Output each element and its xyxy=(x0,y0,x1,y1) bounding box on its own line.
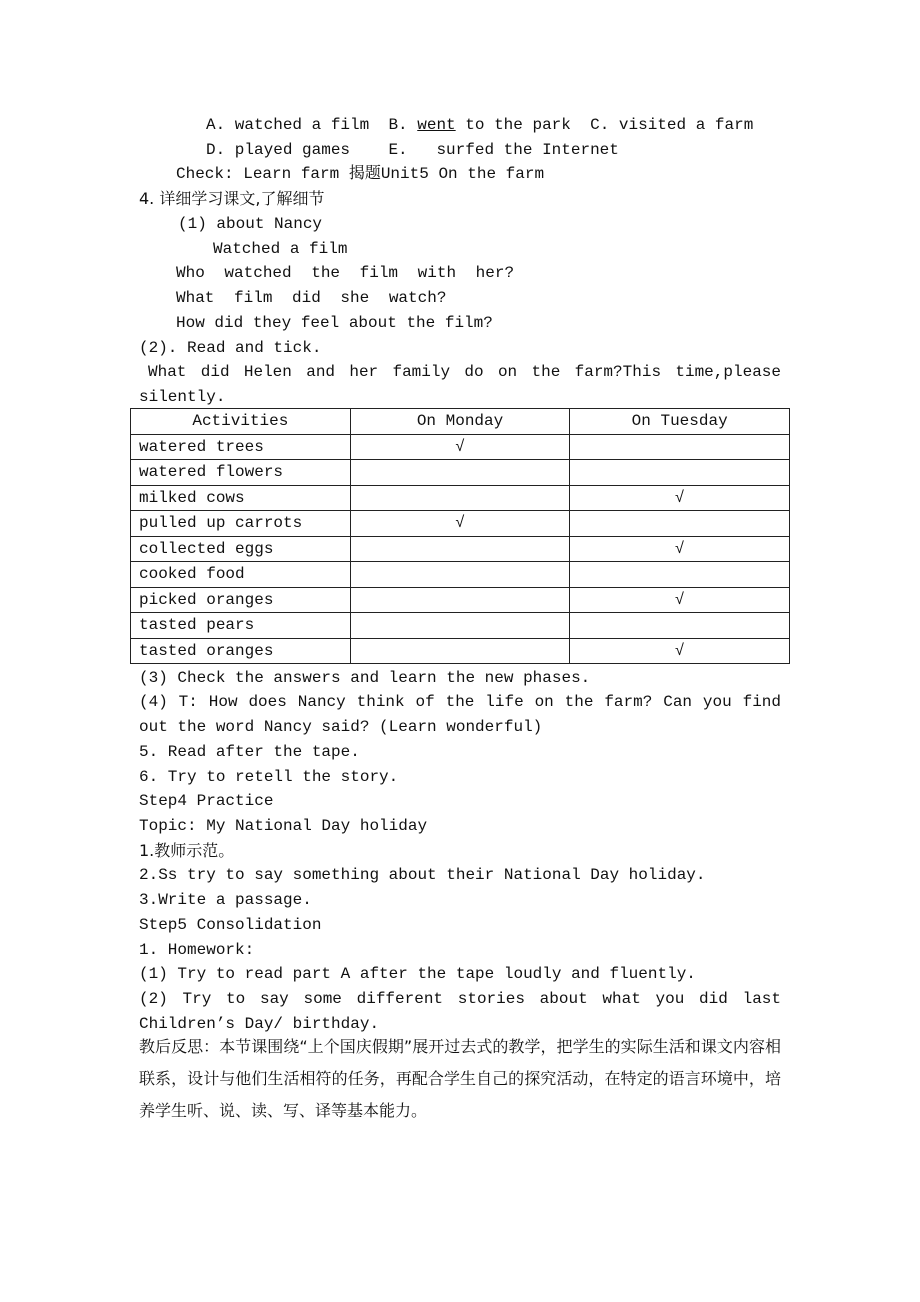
tuesday-tick: √ xyxy=(570,587,790,613)
tuesday-tick xyxy=(570,613,790,639)
sub3-line: (3) Check the answers and learn the new phases. xyxy=(139,669,591,687)
homework-heading: 1. Homework: xyxy=(139,941,255,959)
item-5: 5. Read after the tape. xyxy=(139,743,360,761)
option-row-1 xyxy=(206,113,753,137)
section-4-heading: 4. 详细学习课文,了解细节 xyxy=(139,189,325,208)
activity-cell: cooked food xyxy=(131,562,351,588)
activities-table xyxy=(130,408,790,664)
option-d: D. played games xyxy=(206,141,351,159)
option-e-text: surfed the Internet xyxy=(436,141,619,159)
sub1-question-1: Who watched the film with her? xyxy=(176,264,515,282)
check-line: Check: Learn farm 揭题Unit5 On the farm xyxy=(176,165,545,183)
monday-tick xyxy=(350,536,570,562)
tuesday-tick xyxy=(570,434,790,460)
activity-cell: watered flowers xyxy=(131,460,351,486)
table-row xyxy=(131,460,790,486)
homework-item-2-line-1: (2) Try to say some different stories about what you did last xyxy=(139,990,781,1008)
tuesday-tick xyxy=(570,511,790,537)
option-b-rest: to the park xyxy=(465,116,571,134)
practice-2: 2.Ss try to say something about their National Day holiday. xyxy=(139,866,706,884)
table-row xyxy=(131,587,790,613)
table-row xyxy=(131,562,790,588)
header-activities: Activities xyxy=(131,409,351,435)
monday-tick: √ xyxy=(350,434,570,460)
sub4-line-1: (4) T: How does Nancy think of the life on the farm? Can you find xyxy=(139,693,781,711)
monday-tick xyxy=(350,460,570,486)
homework-item-1: (1) Try to read part A after the tape loudly and fluently. xyxy=(139,965,696,983)
table-row xyxy=(131,485,790,511)
table-row xyxy=(131,511,790,537)
activity-cell: tasted oranges xyxy=(131,638,351,664)
activity-cell: collected eggs xyxy=(131,536,351,562)
activity-cell: picked oranges xyxy=(131,587,351,613)
step5-heading: Step5 Consolidation xyxy=(139,916,322,934)
activity-cell: watered trees xyxy=(131,434,351,460)
option-b-prefix: B. xyxy=(388,116,408,134)
sub1-watched: Watched a film xyxy=(213,240,348,258)
sub2-title: (2). Read and tick. xyxy=(139,339,322,357)
monday-tick xyxy=(350,587,570,613)
monday-tick: √ xyxy=(350,511,570,537)
monday-tick xyxy=(350,485,570,511)
sub2-instruction-line-1: What did Helen and her family do on the farm?This time,please xyxy=(148,363,781,381)
sub1-question-2: What film did she watch? xyxy=(176,289,447,307)
activity-cell: milked cows xyxy=(131,485,351,511)
table-row xyxy=(131,638,790,664)
tuesday-tick: √ xyxy=(570,485,790,511)
tuesday-tick: √ xyxy=(570,638,790,664)
table-row xyxy=(131,434,790,460)
option-e-letter: E. xyxy=(388,141,408,159)
table-row xyxy=(131,613,790,639)
option-row-2 xyxy=(206,138,619,162)
step4-practice-heading: Step4 Practice xyxy=(139,792,274,810)
item-6: 6. Try to retell the story. xyxy=(139,768,399,786)
option-b-underlined: went xyxy=(417,116,456,134)
activity-cell: pulled up carrots xyxy=(131,511,351,537)
sub4-line-2: out the word Nancy said? (Learn wonderful) xyxy=(139,718,543,736)
tuesday-tick xyxy=(570,562,790,588)
option-a: A. watched a film xyxy=(206,116,370,134)
option-c: C. visited a farm xyxy=(590,116,754,134)
practice-1: 1.教师示范。 xyxy=(139,841,235,860)
tuesday-tick xyxy=(570,460,790,486)
header-tuesday: On Tuesday xyxy=(570,409,790,435)
monday-tick xyxy=(350,638,570,664)
header-monday: On Monday xyxy=(350,409,570,435)
tuesday-tick: √ xyxy=(570,536,790,562)
sub1-title: (1) about Nancy xyxy=(178,215,323,233)
monday-tick xyxy=(350,562,570,588)
practice-3: 3.Write a passage. xyxy=(139,891,312,909)
topic-line: Topic: My National Day holiday xyxy=(139,817,428,835)
monday-tick xyxy=(350,613,570,639)
teaching-reflection: 教后反思：本节课围绕“上个国庆假期”展开过去式的教学，把学生的实际生活和课文内容相联系，设计与他们生活相符的任务，再配合学生自己的探究活动，在特定的语言环境中，培养学生听、说、读、写、译等基本能力。 xyxy=(139,1037,781,1120)
table-header-row xyxy=(131,409,790,435)
activity-cell: tasted pears xyxy=(131,613,351,639)
table-row xyxy=(131,536,790,562)
sub1-question-3: How did they feel about the film? xyxy=(176,314,493,332)
homework-item-2-line-2: Children’s Day/ birthday. xyxy=(139,1015,380,1033)
sub2-instruction-line-2: silently. xyxy=(139,388,226,406)
